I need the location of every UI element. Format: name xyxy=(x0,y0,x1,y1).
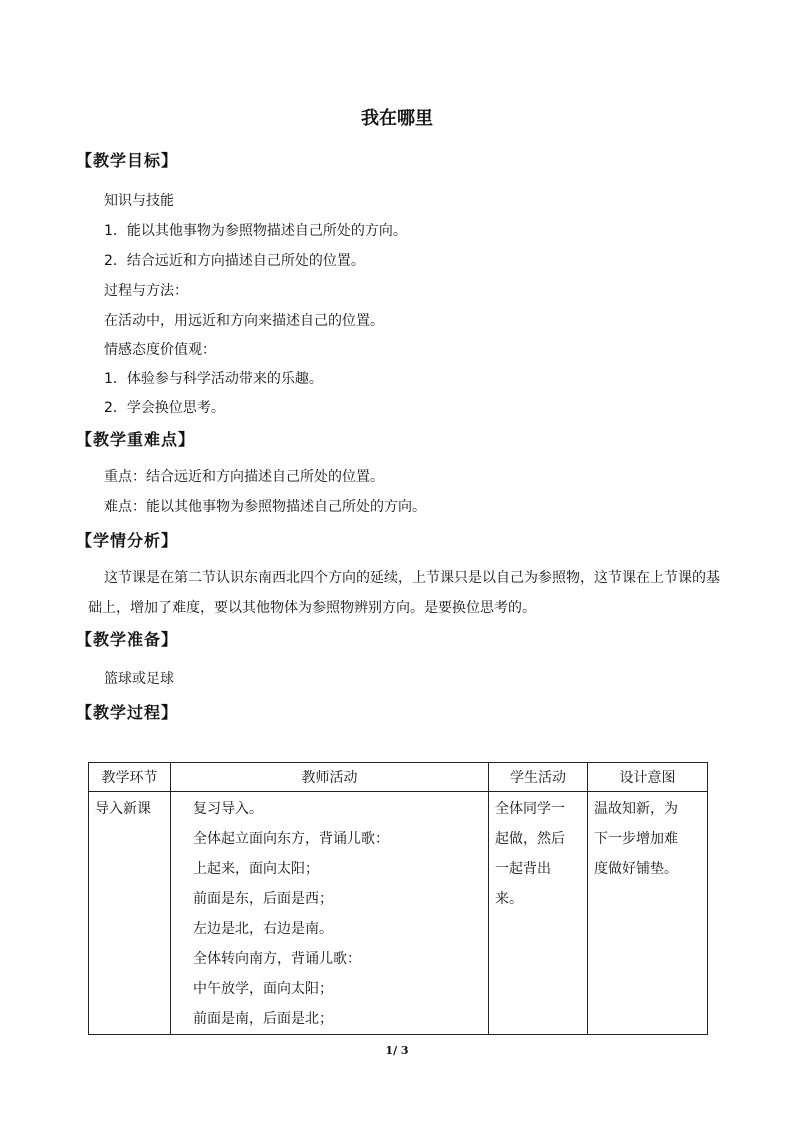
intent-line: 度做好铺垫。 xyxy=(594,861,678,877)
analysis-paragraph: 这节课是在第二节认识东南西北四个方向的延续，上节课只是以自己为参照物，这节课在上节课的基础上，增加了难度，要以其他物体为参照物辨别方向。是要换位思考的。 xyxy=(88,570,720,616)
intent-line: 温故知新，为 xyxy=(594,801,678,817)
key-point-line: 重点：结合远近和方向描述自己所处的位置。 xyxy=(104,469,384,485)
objective-line: 1．能以其他事物为参照物描述自己所处的方向。 xyxy=(104,223,407,239)
teacher-line: 左边是北，右边是南。 xyxy=(193,921,333,937)
teacher-line: 全体转向南方，背诵儿歌： xyxy=(193,951,361,967)
student-line: 来。 xyxy=(495,891,523,907)
objective-line: 2．结合远近和方向描述自己所处的位置。 xyxy=(104,253,365,269)
heading-preparation: 【教学准备】 xyxy=(76,630,179,649)
objective-line: 在活动中，用远近和方向来描述自己的位置。 xyxy=(104,313,384,329)
page-number: 1/ 3 xyxy=(385,1044,409,1057)
stage-text: 导入新课 xyxy=(95,801,151,817)
intent-line: 下一步增加难 xyxy=(594,831,678,847)
table-header-row xyxy=(89,763,708,792)
key-point-line: 难点：能以其他事物为参照物描述自己所处的方向。 xyxy=(104,499,426,515)
student-activity-cell xyxy=(489,792,588,1035)
table-row xyxy=(89,792,708,1035)
teacher-line: 复习导入。 xyxy=(193,801,263,817)
design-intent-cell xyxy=(588,792,708,1035)
objective-line: 知识与技能 xyxy=(104,193,174,209)
heading-analysis: 【学情分析】 xyxy=(76,531,179,550)
teacher-line: 中午放学，面向太阳； xyxy=(193,981,333,997)
page-title: 我在哪里 xyxy=(361,108,433,129)
student-line: 起做，然后 xyxy=(495,831,565,847)
teacher-line: 上起来，面向太阳； xyxy=(193,861,319,877)
header-cell: 教学环节 xyxy=(89,763,171,792)
objective-line: 过程与方法： xyxy=(104,283,188,299)
process-table xyxy=(88,762,708,1035)
stage-cell xyxy=(89,792,171,1035)
student-line: 全体同学一 xyxy=(495,801,565,817)
teacher-line: 前面是东，后面是西； xyxy=(193,891,333,907)
objective-line: 2．学会换位思考。 xyxy=(104,400,225,416)
student-line: 一起背出 xyxy=(495,861,551,877)
teacher-activity-cell xyxy=(171,792,489,1035)
heading-objectives: 【教学目标】 xyxy=(76,151,179,170)
header-cell: 学生活动 xyxy=(489,763,588,792)
heading-process: 【教学过程】 xyxy=(76,703,179,722)
objective-line: 1．体验参与科学活动带来的乐趣。 xyxy=(104,371,323,387)
heading-key-points: 【教学重难点】 xyxy=(76,430,196,449)
teacher-line: 前面是南，后面是北； xyxy=(193,1011,333,1027)
header-cell: 教师活动 xyxy=(171,763,489,792)
teacher-line: 全体起立面向东方，背诵儿歌： xyxy=(193,831,389,847)
objective-line: 情感态度价值观： xyxy=(104,342,216,358)
header-cell: 设计意图 xyxy=(588,763,708,792)
preparation-text: 篮球或足球 xyxy=(104,671,174,687)
